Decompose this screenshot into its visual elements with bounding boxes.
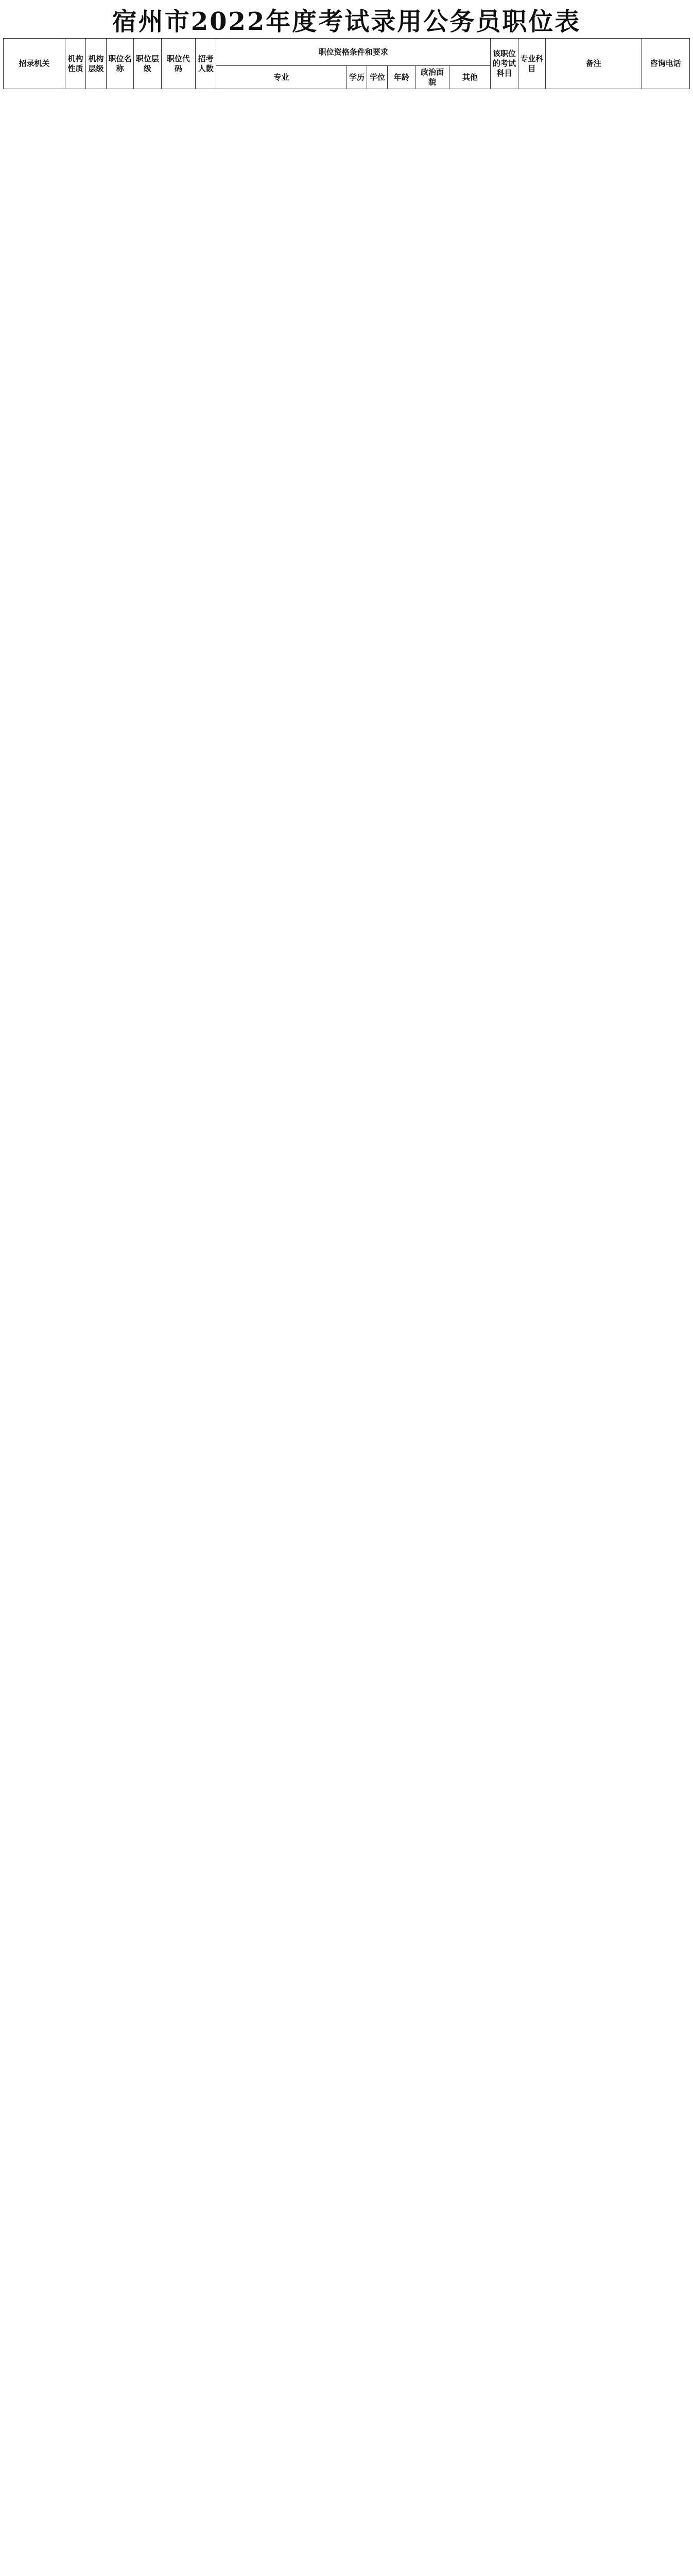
header-requirements-group: 职位资格条件和要求 — [216, 39, 491, 66]
header-position-code: 职位代码 — [161, 39, 196, 89]
header-other: 其他 — [449, 66, 491, 89]
header-agency: 招录机关 — [4, 39, 65, 89]
header-exam-subjects: 该职位的考试科目 — [491, 39, 518, 89]
header-org-level: 机构层级 — [85, 39, 106, 89]
header-age: 年龄 — [388, 66, 415, 89]
header-education: 学历 — [346, 66, 367, 89]
header-remarks: 备注 — [545, 39, 642, 89]
header-major: 专业 — [216, 66, 346, 89]
header-position-level: 职位层级 — [134, 39, 161, 89]
header-headcount: 招考人数 — [196, 39, 216, 89]
header-phone: 咨询电话 — [642, 39, 689, 89]
header-degree: 学位 — [367, 66, 388, 89]
header-specialty-subject: 专业科目 — [518, 39, 545, 89]
header-political-status: 政治面貌 — [415, 66, 449, 89]
header-position-name: 职位名称 — [106, 39, 133, 89]
document-title: 宿州市2022年度考试录用公务员职位表 — [112, 7, 581, 36]
header-org-type: 机构性质 — [65, 39, 85, 89]
job-position-table — [3, 38, 690, 89]
